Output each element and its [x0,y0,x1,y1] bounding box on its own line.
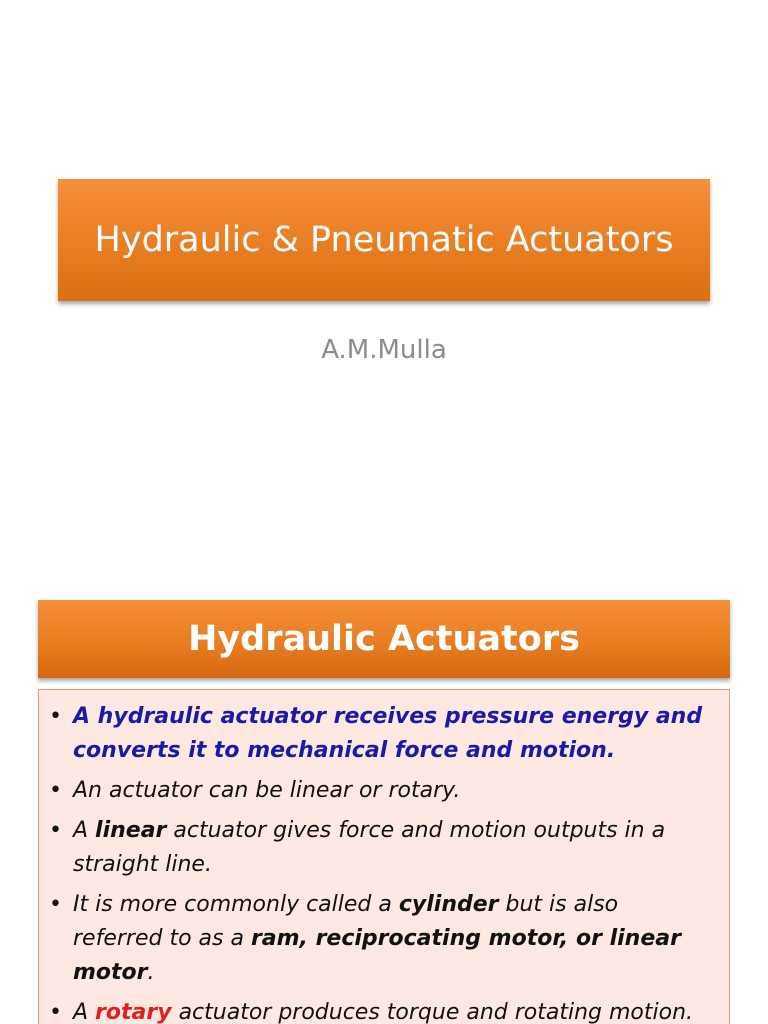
bullet-text-suffix: . [147,960,155,985]
bullet-icon: • [49,1000,62,1024]
bullet-icon: • [49,892,62,917]
title-banner [58,179,710,301]
author-name: A.M.Mulla [321,335,447,365]
keyword-linear: linear [95,818,167,843]
bullet-text: An actuator can be linear or rotary. [73,778,461,803]
bullet-item [49,700,709,768]
bullet-icon: • [49,704,62,729]
bullet-text-prefix: It is more commonly called a [73,892,399,917]
bullet-icon: • [49,778,62,803]
slide-heading: Hydraulic Actuators [188,619,580,659]
bullet-item [49,888,709,990]
bullet-list [39,690,729,1024]
bullet-item [49,774,709,808]
bullet-item [49,814,709,882]
bullet-item [49,996,709,1024]
bullet-text-middle: but is also referred to as a [73,892,619,951]
bullet-text-prefix: A [73,1000,96,1024]
content-slide [0,588,768,1024]
bullet-text-suffix: actuator produces torque and rotating motion. [171,1000,694,1024]
bullet-text-suffix: actuator gives force and motion outputs in a straight line. [73,818,666,877]
header-banner [38,600,730,678]
keyword-cylinder: cylinder [398,892,499,917]
keyword-ram: ram, reciprocating motor, or linear motor [73,926,681,985]
slide-title: Hydraulic & Pneumatic Actuators [94,220,674,260]
content-box [38,689,730,1024]
bullet-text-prefix: A [73,818,96,843]
keyword-rotary: rotary [95,1000,172,1024]
bullet-text: A hydraulic actuator receives pressure energy and converts it to mechanical force and motion. [73,704,703,763]
bullet-icon: • [49,818,62,843]
